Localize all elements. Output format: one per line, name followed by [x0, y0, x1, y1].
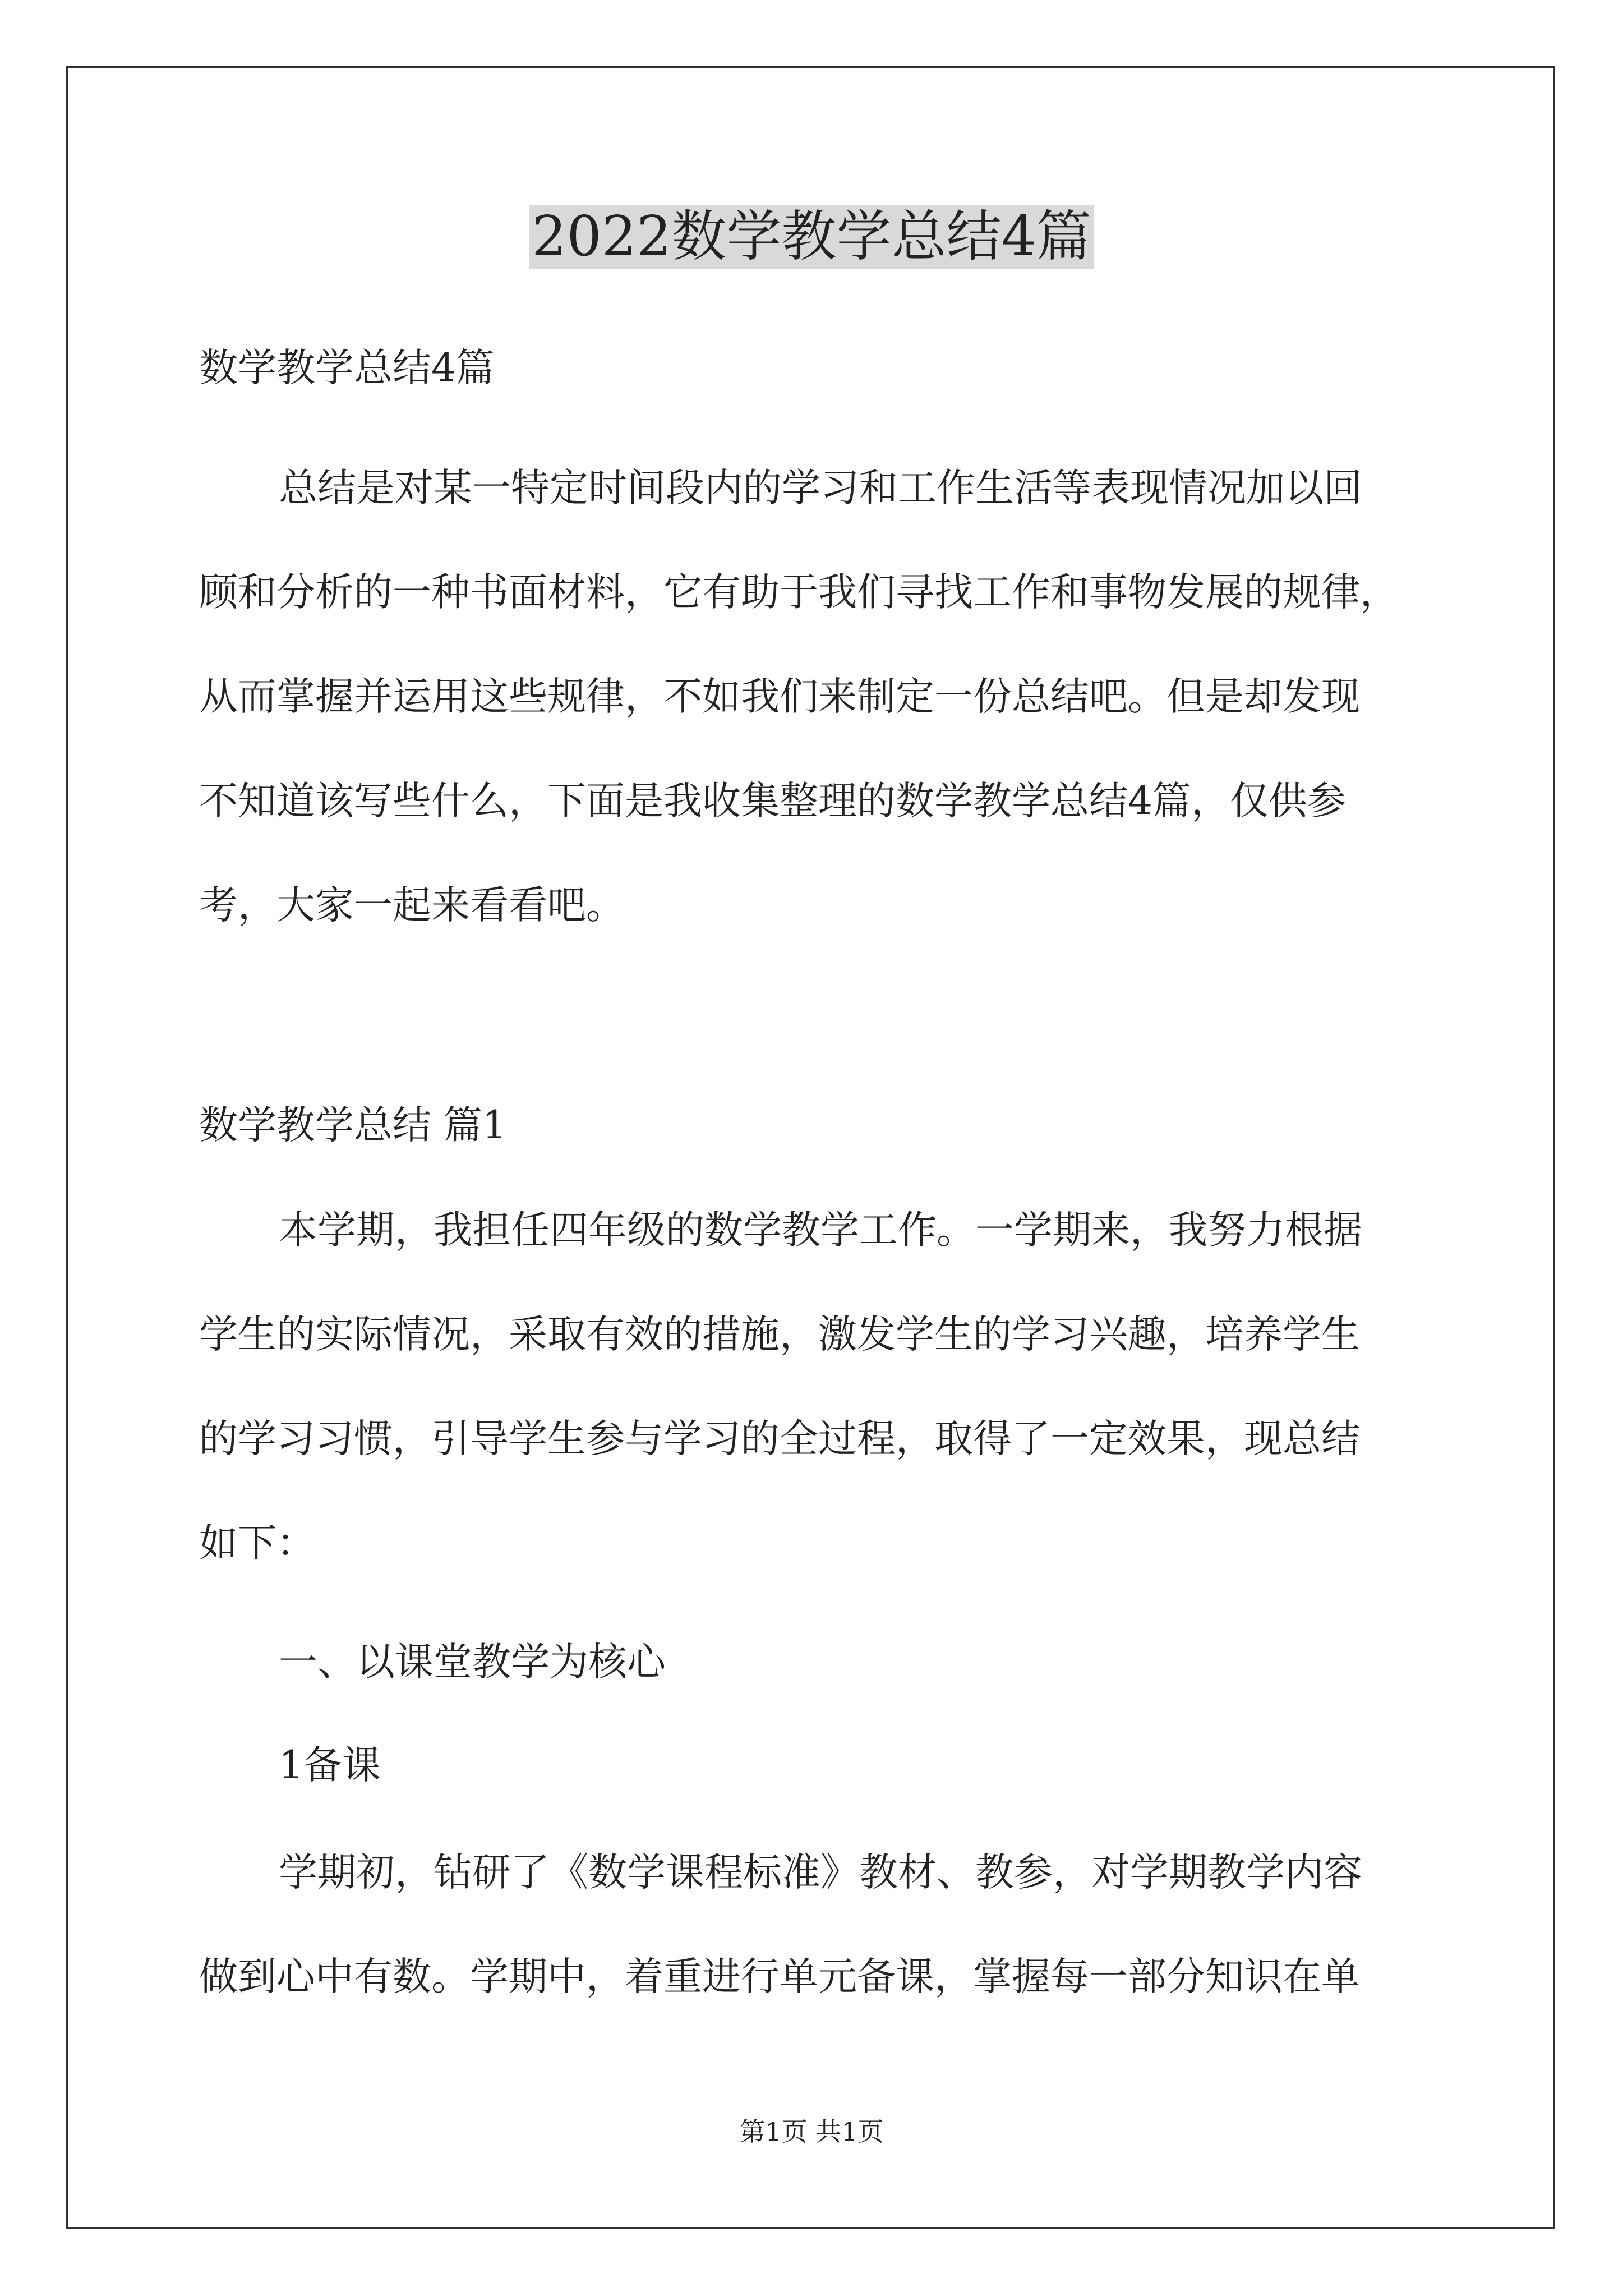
intro-line-3: 从而掌握并运用这些规律，不如我们来制定一份总结吧。但是却发现	[199, 674, 1360, 719]
prep-line-2: 做到心中有数。学期中，着重进行单元备课，掌握每一部分知识在单	[199, 1954, 1360, 1999]
prep-paragraph	[199, 1820, 1424, 2029]
document-title	[0, 197, 1623, 276]
subheading-1-text: 一、以课堂教学为核心	[279, 1640, 666, 1685]
intro-line-2: 顾和分析的一种书面材料，它有助于我们寻找工作和事物发展的规律，	[199, 570, 1399, 615]
intro-paragraph	[199, 436, 1424, 958]
subtitle-text: 数学教学总结4篇	[199, 346, 495, 390]
intro-line-4: 不知道该写些什么，下面是我收集整理的数学教学总结4篇，仅供参	[199, 779, 1346, 823]
intro-line-1: 总结是对某一特定时间段内的学习和工作生活等表现情况加以回	[279, 466, 1362, 510]
subtitle	[199, 316, 1424, 420]
subheading-2	[199, 1713, 1424, 1818]
subheading-1	[199, 1610, 1424, 1714]
section1-line-4: 如下：	[199, 1521, 315, 1566]
prep-line-1: 学期初，钻研了《数学课程标准》教材、教参，对学期教学内容	[279, 1850, 1362, 1895]
section1-heading-text: 数学教学总结 篇1	[199, 1103, 507, 1148]
page-footer: 第1页 共1页	[739, 2116, 884, 2147]
intro-line-5: 考，大家一起来看看吧。	[199, 883, 625, 928]
section1-paragraph	[199, 1178, 1424, 1595]
section1-line-1: 本学期，我担任四年级的数学教学工作。一学期来，我努力根据	[279, 1208, 1362, 1253]
section1-line-3: 的学习习惯，引导学生参与学习的全过程，取得了一定效果，现总结	[199, 1416, 1360, 1461]
section1-heading	[199, 1073, 1424, 1177]
document-title-text: 2022数学教学总结4篇	[529, 205, 1094, 269]
section1-line-2: 学生的实际情况，采取有效的措施，激发学生的学习兴趣，培养学生	[199, 1312, 1360, 1357]
subheading-2-text: 1备课	[279, 1743, 381, 1788]
